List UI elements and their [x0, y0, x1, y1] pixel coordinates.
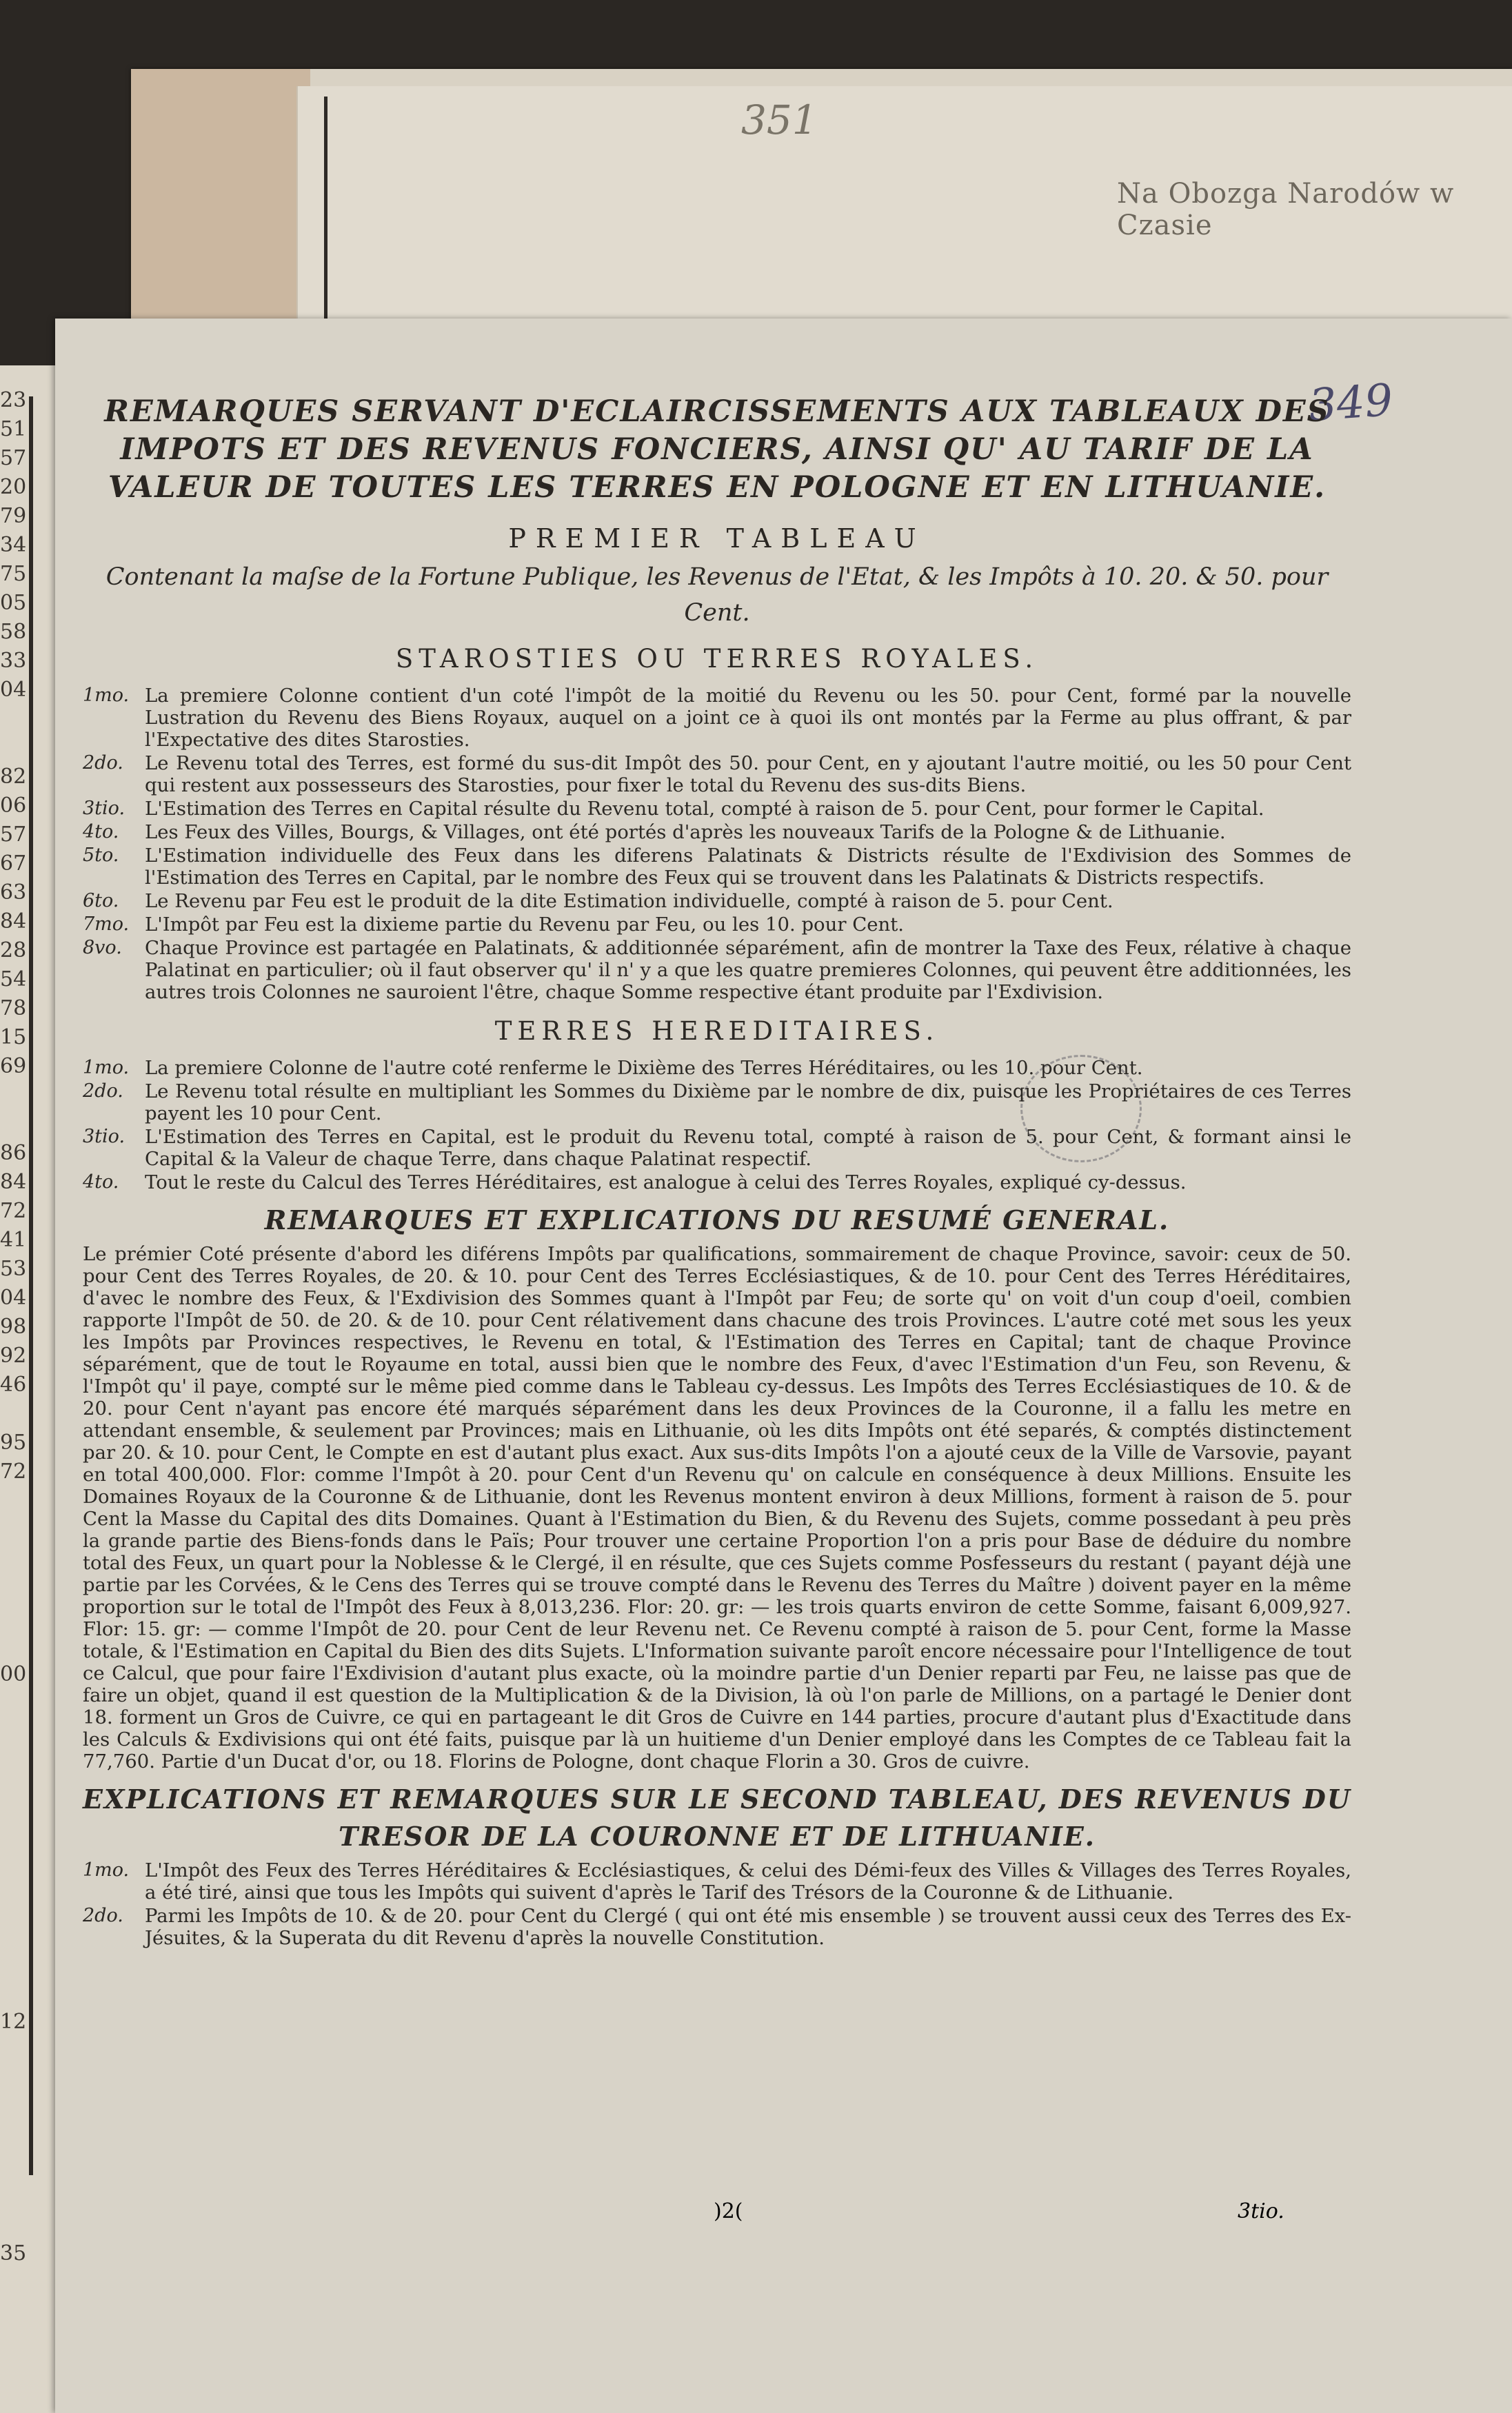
left-number: 92 [0, 1344, 27, 1368]
body-paragraph: Le prémier Coté présente d'abord les diférens Impôts par qualifications, sommairement de chaque Province, savoir: ceux de 50. pour Cent des Terres Royales, de 20. & 10. pour Cent des Terres Ecclésiastiques, & de 10. pour Cent des Terres Héréditaires, d'avec le nombre des Feux, & l'Exdivision des Sommes quant à l'Impôt par Feu; de sorte qu' on voit d'un coup d'oeil, combien rapporte l'Impôt de 50. de 20. & de 10. pour Cent rélativement dans chacune des trois Provinces. L'autre coté met sous les yeux les Impôts par Provinces respectives, le Revenu en total, & l'Estimation des Terres en Capital; tant de chaque Province séparément, que de tout le Royaume en total, aussi bien que le nombre des Feux, d'avec l'Estimation d'un Feu, son Revenu, & l'Impôt qu' il paye, compté sur le même pied comme dans le Tableau cy-dessus. Les Impôts des Terres Ecclésiastiques de 10. & de 20. pour Cent n'ayant pas encore été marqués séparément dans les deux Provinces de la Couronne, il a fallu les metre en attendant ensemble, & seulement par Provinces; mais en Lithuanie, où les dits Impôts ont été separés, & comptés distinctement par 20. & 10. pour Cent, le Compte en est d'autant plus exact. Aux sus-dits Impôts l'on a ajouté ceux de la Ville de Varsovie, payant en total 400,000. Flor: comme l'Impôt à 20. pour Cent d'un Revenu qu' on calcule en conséquence à deux Millions. Ensuite les Domaines Royaux de la Couronne & de Lithuanie, dont les Revenus montent environ à deux Millions, forment à raison de 5. pour Cent la Masse du Capital des dits Domaines. Quant à l'Estimation du Bien, & du Revenu des Sujets, comme possedant à peu près la grande partie des Biens-fonds dans le Païs; Pour trouver une certaine Proportion l'on a pris pour Base de déduire du nombre total des Feux, un quart pour la Noblesse & le Clergé, il en résulte, que ces Sujets comme Posfesseurs du restant ( payant déjà une partie par les Corvées, & le Cens des Terres qui se trouve compté dans le Revenu des Terres du Maître ) doivent payer en la même proportion sur le total de l'Impôt des Feux à 8,013,236. Flor: 20. gr: — les trois quarts environ de cette Somme, faisant 6,009,927. Flor: 15. gr: — comme l'Impôt de 20. pour Cent de leur Revenu net. Ce Revenu compté à raison de 5. pour Cent, forme la Masse totale, & l'Estimation en Capital du Bien des dits Sujets. L'Information suivante paroît encore nécessaire pour l'Intelligence de tout ce Calcul, que pour faire l'Exdivision d'autant plus exacte, où la moindre partie d'un Denier reparti par Feu, ne laisse pas que de faire un objet, quand il est question de la Multiplication & de la Division, là où l'on parle de Millions, on a partagé le Denier dont 18. forment un Gros de Cuivre, ce qui en partageant le dit Gros de Cuivre en 144 parties, procure d'autant plus d'Exactitude dans les Calculs & Exdivisions qui ont été faits, puisque par là un huitieme d'un Denier employé dans les Comptes de ce Tableau fait la 77,760. Partie d'un Ducat d'or, ou 18. Florins de Pologne, dont chaque Florin a 30. Gros de cuivre. [83, 1243, 1351, 1773]
numbered-paragraph [83, 1080, 1351, 1124]
paragraph-number: 2do. [83, 752, 123, 774]
left-number: 82 [0, 765, 27, 789]
left-number: 75 [0, 562, 27, 586]
numbered-paragraph [83, 1905, 1351, 1949]
left-number [0, 1834, 28, 1863]
paragraph-number: 3tio. [83, 1126, 125, 1147]
paragraph-number: 4to. [83, 821, 119, 842]
left-number: 98 [0, 1315, 27, 1339]
numbered-paragraph [83, 1171, 1351, 1193]
left-number [0, 1544, 28, 1573]
left-number [0, 1892, 28, 1921]
folio-number: 349 [1307, 374, 1395, 432]
section-items [83, 685, 1351, 1003]
left-number [0, 1573, 28, 1602]
left-number [0, 1921, 28, 1950]
left-number: 54 [0, 967, 27, 991]
numbered-paragraph [83, 1057, 1351, 1079]
left-number [0, 2094, 28, 2123]
left-number [0, 2037, 28, 2066]
left-number: 95 [0, 1431, 27, 1455]
paragraph-number: 1mo. [83, 1859, 130, 1881]
left-number [0, 2152, 28, 2181]
left-number [0, 1979, 28, 2008]
paragraph-text: La premiere Colonne de l'autre coté renferme le Dixième des Terres Héréditaires, ou les 10. pour Cent. [145, 1057, 1143, 1079]
paragraph-text: Tout le reste du Calcul des Terres Héréditaires, est analogue à celui des Terres Royales, expliqué cy-dessus. [145, 1171, 1187, 1193]
numbered-paragraph [83, 913, 1351, 936]
paragraph-text: L'Estimation des Terres en Capital résulte du Revenu total, compté à raison de 5. pour Cent, pour former le Capital. [145, 798, 1264, 820]
background-folio-mark: 351 [741, 97, 818, 143]
left-number: 12 [0, 2010, 27, 2034]
left-number: 72 [0, 1460, 27, 1484]
document-content [83, 393, 1351, 1950]
left-number: 86 [0, 1141, 27, 1165]
paragraph-text: L'Impôt des Feux des Terres Héréditaires & Ecclésiastiques, & celui des Démi-feux des Villes & Villages des Terres Royales, a été tiré, ainsi que tous les Impôts qui suivent d'après le Tarif des Trésors de la Couronne & de Lithuanie. [145, 1859, 1351, 1904]
numbered-paragraph [83, 937, 1351, 1003]
left-number: 34 [0, 533, 27, 557]
left-number: 04 [0, 1286, 27, 1310]
paragraph-number: 5to. [83, 845, 119, 866]
left-number: 04 [0, 678, 27, 702]
left-number: 23 [0, 388, 27, 412]
paragraph-text: Chaque Province est partagée en Palatinats, & additionnée séparément, afin de montrer la Taxe des Feux, rélative à chaque Palatinat en particulier; où il faut observer qu' il n' y a que les quatre premieres Colonnes, qui peuvent être additionnées, les autres trois Colonnes ne sauroient l'être, chaque Somme respective étant produite par l'Exdivision. [145, 937, 1351, 1003]
paragraph-number: 6to. [83, 890, 119, 911]
left-number: 78 [0, 996, 27, 1020]
section-heading: STAROSTIES OU TERRES ROYALES. [395, 644, 1039, 674]
section-items [83, 1057, 1351, 1193]
left-number: 28 [0, 938, 27, 962]
paragraph-text: L'Impôt par Feu est la dixieme partie du Revenu par Feu, ou les 10. pour Cent. [145, 913, 905, 936]
left-number: 57 [0, 446, 27, 470]
numbered-paragraph [83, 1859, 1351, 1904]
left-number [0, 1081, 28, 1110]
left-number: 84 [0, 1170, 27, 1194]
left-number [0, 1689, 28, 1718]
left-number: 58 [0, 620, 27, 644]
numbered-paragraph [83, 890, 1351, 912]
numbered-paragraph [83, 752, 1351, 796]
paragraph-text: Le Revenu total résulte en multipliant les Sommes du Dixième par le nombre de dix, puisque les Propriétaires de ces Terres payent les 10 pour Cent. [145, 1080, 1351, 1124]
left-number: 41 [0, 1228, 27, 1252]
paragraph-text: L'Estimation des Terres en Capital, est le produit du Revenu total, compté à raison de 5. pour Cent, & formant ainsi le Capital & la Valeur de chaque Terre, dans chaque Palatinat respectif. [145, 1126, 1351, 1170]
paragraph-number: 7mo. [83, 913, 130, 935]
left-number [0, 2181, 28, 2210]
left-number: 79 [0, 504, 27, 528]
left-number [0, 1486, 28, 1515]
left-number [0, 2066, 28, 2094]
left-number [0, 1110, 28, 1139]
left-number [0, 1805, 28, 1834]
background-heading: Na Obozga Narodów w Czasie [1117, 178, 1455, 241]
left-number [0, 2210, 28, 2239]
section-heading: REMARQUES ET EXPLICATIONS DU RESUMÉ GENERAL. [264, 1204, 1170, 1235]
paragraph-text: Le Revenu total des Terres, est formé du sus-dit Impôt des 50. pour Cent, en y ajoutant l'autre moitié, ou les 50 pour Cent qui restent aux possesseurs des Starosties, pour fixer le total du Revenu des sus-dits Biens. [145, 752, 1351, 796]
left-number [0, 1602, 28, 1631]
left-table-rule [29, 396, 33, 2175]
tableau-subtitle: Contenant la maſse de la Fortune Publique, les Revenus de l'Etat, & les Impôts à 10. 20. & 50. pour Cent. [105, 563, 1329, 627]
left-number: 00 [0, 1662, 27, 1686]
left-number: 15 [0, 1025, 27, 1049]
left-number: 69 [0, 1054, 27, 1078]
section-heading: TERRES HEREDITAIRES. [494, 1016, 940, 1046]
left-number [0, 1950, 28, 1979]
numbered-paragraph [83, 685, 1351, 751]
paragraph-text: Les Feux des Villes, Bourgs, & Villages, ont été portés d'après les nouveaux Tarifs de la Pologne & de Lithuanie. [145, 821, 1226, 843]
paragraph-number: 1mo. [83, 1057, 130, 1078]
paragraph-number: 4to. [83, 1171, 119, 1193]
section-heading: EXPLICATIONS ET REMARQUES SUR LE SECOND TABLEAU, DES REVENUS DU TRESOR DE LA COURONNE ET DE LITHUANIE. [83, 1784, 1352, 1852]
left-number [0, 1515, 28, 1544]
paragraph-text: Le Revenu par Feu est le produit de la dite Estimation individuelle, compté à raison de 5. pour Cent. [145, 890, 1113, 912]
paragraph-text: Parmi les Impôts de 10. & de 20. pour Cent du Clergé ( qui ont été mis ensemble ) se trouvent aussi ceux des Terres des Ex-Jésuites, & la Superata du dit Revenu d'après la nouvelle Constitution. [145, 1905, 1351, 1949]
left-number: 05 [0, 591, 27, 615]
left-number: 57 [0, 822, 27, 847]
left-number: 67 [0, 851, 27, 876]
paragraph-number: 3tio. [83, 798, 125, 819]
left-number [0, 2123, 28, 2152]
numbered-paragraph [83, 1126, 1351, 1170]
background-strip [131, 69, 310, 331]
left-number [0, 1776, 28, 1805]
left-number [0, 1400, 28, 1428]
left-number [0, 705, 28, 734]
paragraph-number: 2do. [83, 1905, 123, 1926]
numbered-paragraph [83, 798, 1351, 820]
paragraph-number: 1mo. [83, 685, 130, 706]
left-number-column [0, 386, 28, 2268]
left-number: 84 [0, 909, 27, 933]
catchword: 3tio. [1238, 2199, 1284, 2223]
left-number: 46 [0, 1373, 27, 1397]
numbered-paragraph [83, 821, 1351, 843]
left-number: 06 [0, 794, 27, 818]
paragraph-text: L'Estimation individuelle des Feux dans les diferens Palatinats & Districts résulte de l'Exdivision des Sommes de l'Estimation des Terres en Capital, par le nombre des Feux qui se trouvent dans les Palatinats & Districts respectifs. [145, 845, 1351, 889]
paragraph-number: 8vo. [83, 937, 122, 958]
paragraph-number: 2do. [83, 1080, 123, 1102]
left-number: 33 [0, 649, 27, 673]
numbered-paragraph [83, 845, 1351, 889]
left-number [0, 1747, 28, 1776]
paragraph-text: La premiere Colonne contient d'un coté l'impôt de la moitié du Revenu ou les 50. pour Cent, formé par la nouvelle Lustration du Revenu des Biens Royaux, auquel on a joint ce à quoi ils ont montés par la Ferme au plus offrant, & par l'Expectative des dites Starosties. [145, 685, 1351, 751]
document-title: REMARQUES SERVANT D'ECLAIRCISSEMENTS AUX TABLEAUX DES IMPOTS ET DES REVENUS FONCIERS, AINSI QU' AU TARIF DE LA VALEUR DE TOUTES LES TERRES EN POLOGNE ET EN LITHUANIE. [104, 394, 1330, 505]
left-number [0, 734, 28, 763]
left-number: 51 [0, 417, 27, 441]
left-number [0, 1718, 28, 1747]
left-number: 63 [0, 880, 27, 905]
section-items [83, 1859, 1351, 1949]
page-signature: )2( [714, 2199, 743, 2223]
left-number: 20 [0, 475, 27, 499]
left-number [0, 1631, 28, 1660]
left-number: 53 [0, 1257, 27, 1281]
left-number [0, 1863, 28, 1892]
left-number: 72 [0, 1199, 27, 1223]
left-number: 35 [0, 2241, 27, 2265]
tableau-heading: PREMIER TABLEAU [508, 523, 926, 554]
